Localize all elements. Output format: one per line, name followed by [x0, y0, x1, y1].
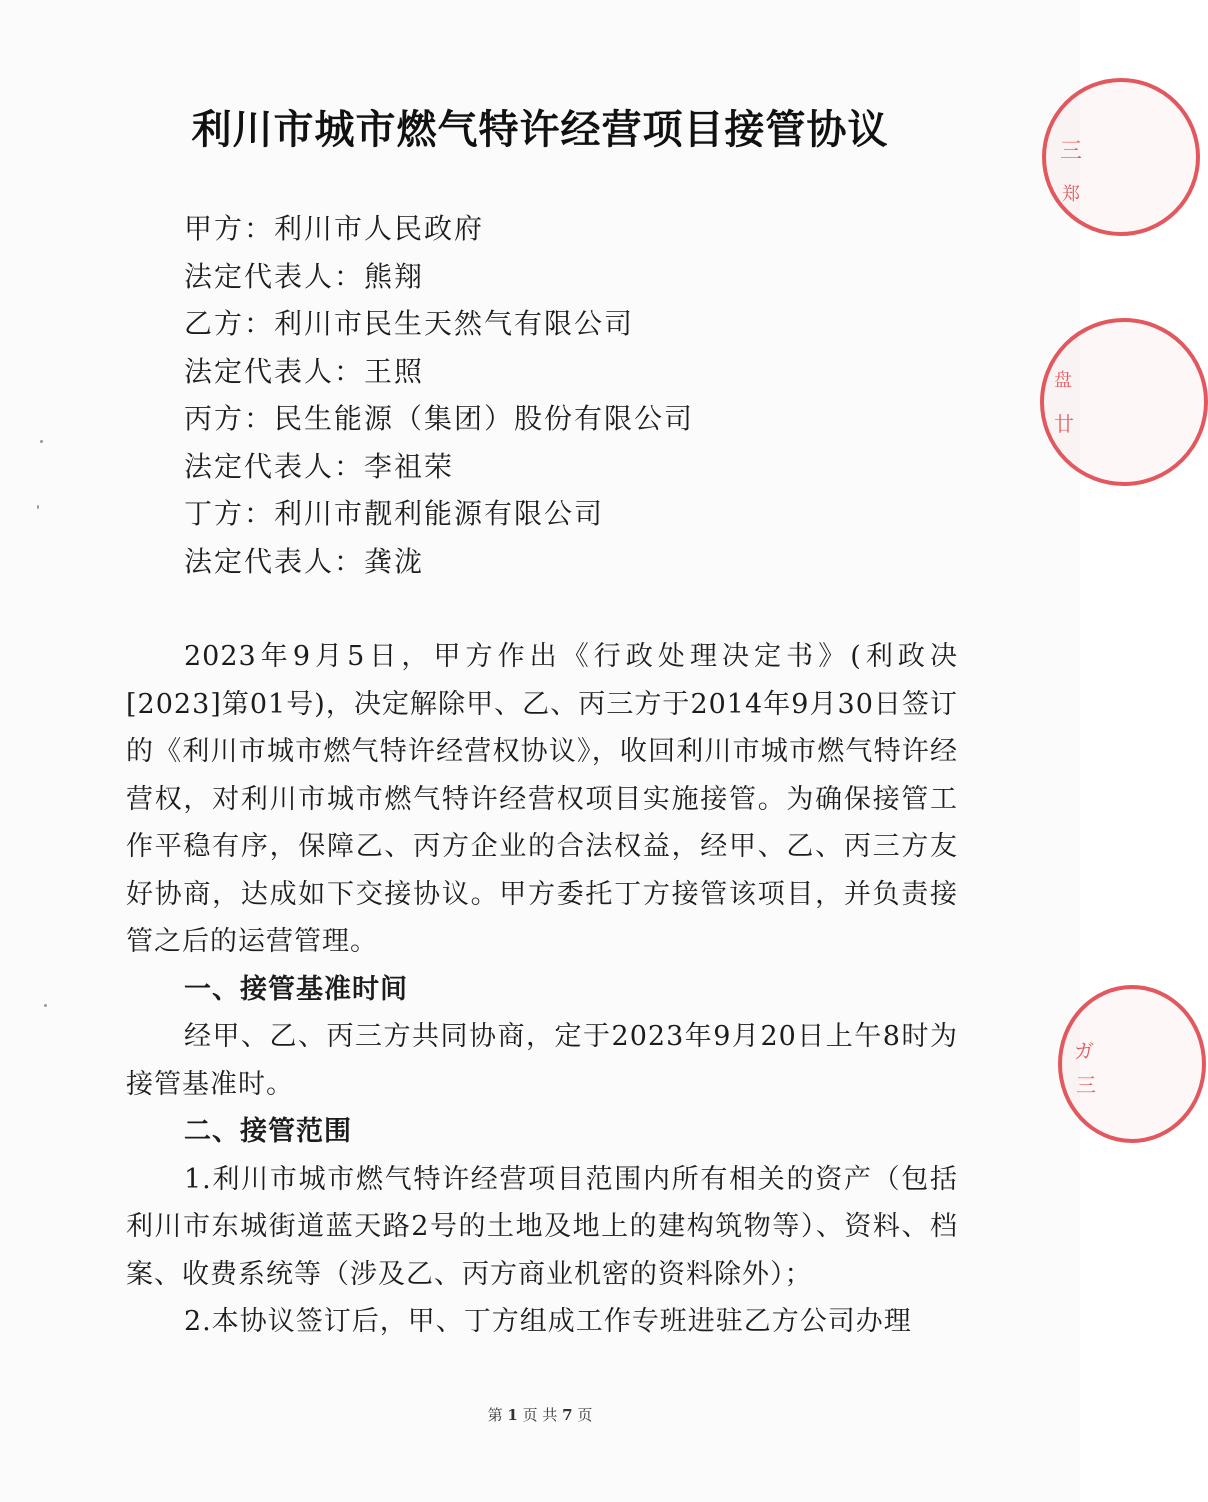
- official-seal-top: [1042, 78, 1200, 236]
- section-2-item-1: 1.利川市城市燃气特许经营项目范围内所有相关的资产（包括利川市东城街道蓝天路2号的土地及地上的建构筑物等）、资料、档案、收费系统等（涉及乙、丙方商业机密的资料除外）；: [126, 1163, 958, 1290]
- party-b-representative: 法定代表人：王照: [184, 354, 425, 388]
- party-c-representative: 法定代表人：李祖荣: [184, 449, 455, 483]
- party-d: 丁方：利川市靓利能源有限公司: [184, 497, 605, 530]
- footer-middle: 页 共: [522, 1406, 558, 1424]
- seal-fragment: 廿: [1054, 412, 1074, 436]
- party-c: 丙方：民生能源（集团）股份有限公司: [184, 402, 695, 435]
- section-1-text: 经甲、乙、丙三方共同协商，定于2023年9月20日上午8时为接管基准时。: [126, 1021, 958, 1100]
- party-d-representative: 法定代表人：龚泷: [184, 544, 425, 578]
- section-2-item-2: 2.本协议签订后，甲、丁方组成工作专班进驻乙方公司办理: [184, 1306, 912, 1337]
- seal-fragment: 郑: [1062, 184, 1080, 205]
- section-1-heading: 一、接管基准时间: [184, 973, 408, 1005]
- seal-fragment: 三: [1060, 139, 1083, 164]
- seal-fragment: ガ: [1074, 1039, 1094, 1063]
- section-2-heading: 二、接管范围: [184, 1116, 352, 1147]
- party-list: [184, 205, 1004, 585]
- official-seal-bottom: [1058, 985, 1206, 1143]
- seal-fragment: 盘: [1054, 370, 1072, 391]
- intro-paragraph: 2023年9月5日，甲方作出《行政处理决定书》(利政决[2023]第01号)，决定解除甲、乙、丙三方于2014年9月30日签订的《利川市城市燃气特许经营权协议》，收回利川市城市燃气特许经营权，对利川市城市燃气特许经营权项目实施接管。为确保接管工作平稳有序，保障乙、丙方企业的合法权益，经甲、乙、丙三方友好协商，达成如下交接协议。甲方委托丁方接管该项目，并负责接管之后的运营管理。: [126, 641, 958, 957]
- party-a-representative: 法定代表人：熊翔: [184, 259, 425, 293]
- official-seal-middle: [1040, 318, 1208, 486]
- party-a: 甲方：利川市人民政府: [184, 212, 485, 245]
- footer-suffix: 页: [577, 1406, 593, 1424]
- scan-speck: [40, 440, 43, 443]
- party-b: 乙方：利川市民生天然气有限公司: [184, 307, 635, 340]
- document-title: 利川市城市燃气特许经营项目接管协议: [191, 107, 889, 153]
- page-footer: [0, 1404, 1080, 1425]
- footer-total-pages: 7: [562, 1406, 573, 1424]
- footer-page-number: 1: [507, 1406, 518, 1424]
- agreement-body: [126, 633, 958, 1346]
- footer-prefix: 第: [487, 1406, 503, 1424]
- scan-speck: [44, 1004, 47, 1007]
- seal-fragment: 三: [1076, 1073, 1096, 1097]
- scan-speck: [37, 505, 39, 509]
